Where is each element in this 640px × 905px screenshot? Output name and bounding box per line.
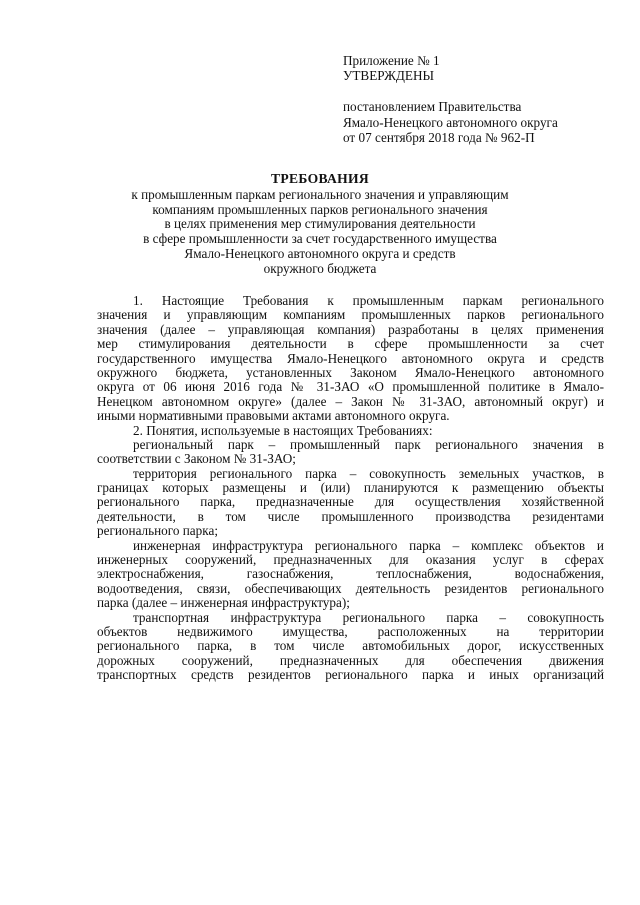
body-line: соответствии с Законом № 31-ЗАО; (97, 451, 296, 467)
subtitle-line: Ямало-Ненецкого автономного округа и средств (184, 245, 456, 261)
paragraph-1 (97, 294, 604, 424)
body-line: регионального парка; (97, 523, 218, 539)
approval-block (343, 53, 603, 145)
approval-gap (343, 83, 603, 99)
paragraph-6 (97, 611, 604, 683)
body-line: дорожных сооружений, предназначенных для обеспечения движения (97, 652, 604, 668)
body-line: иными нормативными правовыми актами автономного округа. (97, 408, 450, 424)
body-line: региональный парк – промышленный парк регионального значения в (133, 436, 604, 452)
subtitle-line: в целях применения мер стимулирования деятельности (164, 216, 476, 232)
paragraph-5 (97, 539, 604, 611)
body-line: окружного бюджета, установленных Законом Ямало-Ненецкого автономного (97, 364, 604, 380)
body-line: 1. Настоящие Требования к промышленным паркам регионального (133, 293, 604, 308)
body-line: значения и управляющим компаниям промышленных парков регионального (97, 307, 604, 323)
appendix-number: Приложение № 1 (343, 53, 440, 68)
subtitle-line: окружного бюджета (263, 260, 377, 276)
subtitle-line: в сфере промышленности за счет государственного имущества (143, 231, 497, 247)
body-line: границах которых размещены и (или) планируются к размещению объекты (97, 480, 604, 496)
decree-line: от 07 сентября 2018 года № 962-П (343, 129, 535, 145)
subtitle-line: к промышленным паркам регионального значения и управляющим (131, 186, 509, 202)
decree-line: постановлением Правительства (343, 99, 522, 115)
body-line: значения (далее – управляющая компания) разработаны в целях применения (97, 321, 604, 337)
document-title (100, 172, 540, 277)
document-body (97, 294, 604, 683)
body-line: 2. Понятия, используемые в настоящих Требованиях: (133, 422, 433, 438)
body-line: транспортных средств резидентов регионального парка и иных организаций (97, 667, 604, 683)
body-line: территория регионального парка – совокупность земельных участков, в (133, 465, 604, 481)
body-line: инженерная инфраструктура регионального парка – комплекс объектов и (133, 537, 604, 553)
body-line: мер стимулирования деятельности в сфере промышленности за счет (97, 336, 604, 352)
paragraph-4 (97, 467, 604, 539)
body-line: Ненецком автономном округе» (далее – Закон № 31-ЗАО, автономный округ) и (97, 393, 604, 409)
body-line: парка (далее – инженерная инфраструктура); (97, 595, 350, 611)
paragraph-3 (97, 438, 604, 467)
body-line: транспортная инфраструктура регионального парка – совокупность (133, 609, 604, 625)
title-subtitle (100, 188, 540, 277)
paragraph-2 (97, 424, 604, 438)
body-line: деятельности, в том числе промышленного производства резидентами (97, 508, 604, 524)
body-line: регионального парка, предназначенные для осуществления хозяйственной (97, 494, 604, 510)
title-heading: ТРЕБОВАНИЯ (271, 171, 369, 186)
body-line: электроснабжения, газоснабжения, теплоснабжения, водоснабжения, (97, 566, 604, 582)
decree-line: Ямало-Ненецкого автономного округа (343, 114, 558, 130)
subtitle-line: компаниям промышленных парков регионального значения (152, 201, 488, 217)
approved-stamp: УТВЕРЖДЕНЫ (343, 68, 435, 84)
body-line: объектов недвижимого имущества, расположенных на территории (97, 623, 604, 639)
body-line: водоотведения, связи, обеспечивающих деятельность резидентов регионального (97, 580, 604, 596)
body-line: округа от 06 июня 2016 года № 31-ЗАО «О промышленной политике в Ямало- (97, 379, 604, 395)
body-line: государственного имущества Ямало-Ненецкого автономного округа и средств (97, 350, 604, 366)
body-line: регионального парка, в том числе автомобильных дорог, искусственных (97, 638, 604, 654)
body-line: инженерных сооружений, предназначенных для оказания услуг в сферах (97, 552, 604, 568)
